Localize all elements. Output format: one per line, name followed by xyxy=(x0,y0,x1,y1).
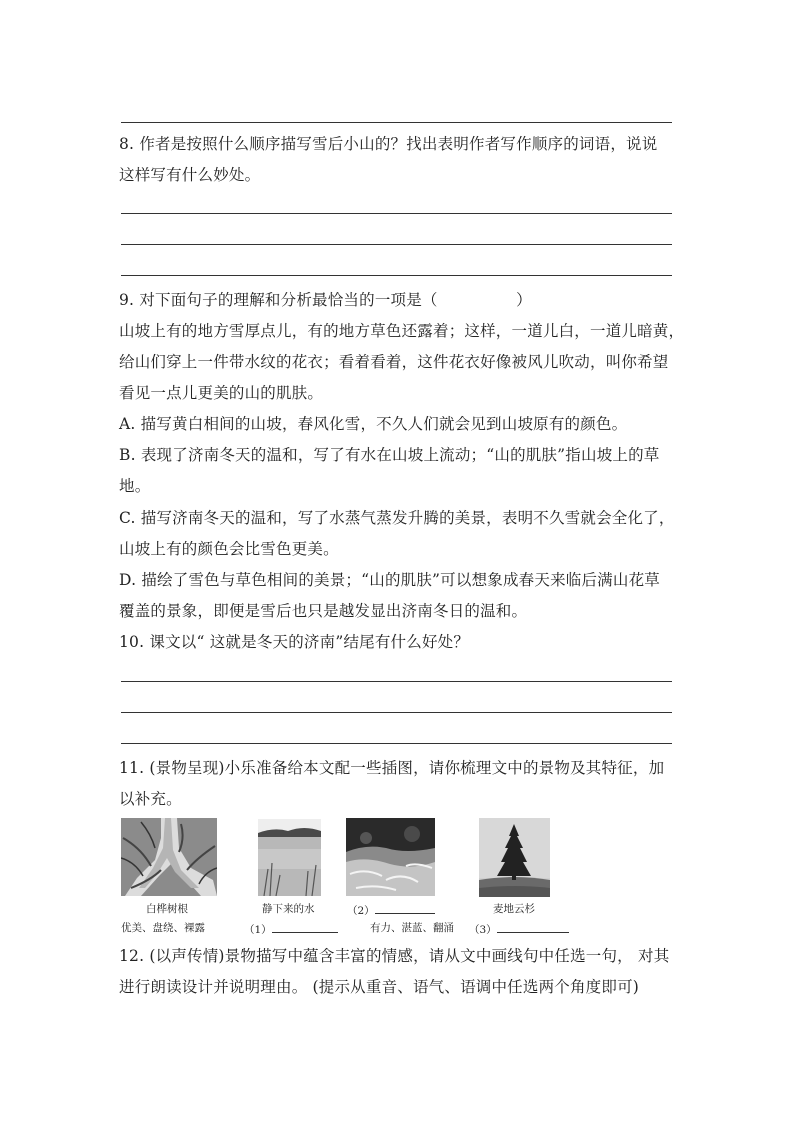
q8-line-1: 8. 作者是按照什么顺序描写雪后小山的？找出表明作者写作顺序的词语，说说 xyxy=(119,135,658,153)
q8-line-2: 这样写有什么妙处。 xyxy=(119,166,261,184)
picture-label xyxy=(347,903,435,918)
q11-line-1: 11. (景物呈现)小乐准备给本文配一些插图，请你梳理文中的景物及其特征，加 xyxy=(119,759,665,777)
picture-label: 有力、湛蓝、翻涌 xyxy=(370,922,454,934)
picture-label xyxy=(469,922,569,937)
picture-label xyxy=(244,922,338,937)
answer-blank[interactable] xyxy=(375,903,435,914)
answer-blank[interactable] xyxy=(272,922,338,933)
q9-passage-line: 给山们穿上一件带水纹的花衣；看着看着，这件花衣好像被风儿吹动，叫你希望 xyxy=(119,353,669,371)
answer-line xyxy=(121,743,672,744)
q12-line-1: 12. (以声传情)景物描写中蕴含丰富的情感，请从文中画线句中任选一句， 对其 xyxy=(119,947,670,965)
q12-line-2: 进行朗读设计并说明理由。 (提示从重音、语气、语调中任选两个角度即可) xyxy=(119,978,640,996)
rushing-stream-image xyxy=(346,818,435,896)
q9-stem: 9. 对下面句子的理解和分析最恰当的一项是（ ） xyxy=(119,291,532,309)
answer-line xyxy=(121,244,672,245)
birch-roots-image xyxy=(121,818,217,896)
q9-option-d-cont: 覆盖的景象，即便是雪后也只是越发显出济南冬日的温和。 xyxy=(119,602,528,620)
q9-option-c-cont: 山坡上有的颜色会比雪色更美。 xyxy=(119,540,339,558)
q9-option-b: B. 表现了济南冬天的温和，写了有水在山坡上流动；“山的肌肤”指山坡上的草 xyxy=(119,446,660,464)
q9-option-d: D. 描绘了雪色与草色相间的美景；“山的肌肤”可以想象成春天来临后满山花草 xyxy=(119,571,660,589)
q9-passage-line: 山坡上有的地方雪厚点儿，有的地方草色还露着；这样，一道儿白，一道儿暗黄， xyxy=(119,322,685,340)
q11-line-2: 以补充。 xyxy=(119,790,182,808)
q9-option-c: C. 描写济南冬天的温和，写了水蒸气蒸发升腾的美景，表明不久雪就会全化了， xyxy=(119,509,675,527)
picture-caption-text: （2） xyxy=(347,905,375,917)
answer-blank[interactable] xyxy=(497,922,569,933)
picture-label-text: （3） xyxy=(469,924,497,936)
answer-line xyxy=(121,712,672,713)
answer-line xyxy=(121,213,672,214)
picture-caption: 白桦树根 xyxy=(146,903,188,915)
picture-label: 优美、盘绕、裸露 xyxy=(121,922,205,934)
spruce-tree-image xyxy=(479,818,550,897)
q9-option-b-cont: 地。 xyxy=(119,477,151,495)
calm-water-image xyxy=(258,819,321,896)
q9-option-a: A. 描写黄白相间的山坡，春风化雪，不久人们就会见到山坡原有的颜色。 xyxy=(119,415,628,433)
q10-stem: 10. 课文以“ 这就是冬天的济南”结尾有什么好处？ xyxy=(119,633,470,651)
picture-caption: 静下来的水 xyxy=(262,903,315,915)
answer-line xyxy=(121,275,672,276)
picture-label-text: （1） xyxy=(244,924,272,936)
answer-line xyxy=(121,122,672,123)
answer-line xyxy=(121,681,672,682)
picture-caption: 麦地云杉 xyxy=(493,903,535,915)
q9-passage-line: 看见一点儿更美的山的肌肤。 xyxy=(119,384,324,402)
